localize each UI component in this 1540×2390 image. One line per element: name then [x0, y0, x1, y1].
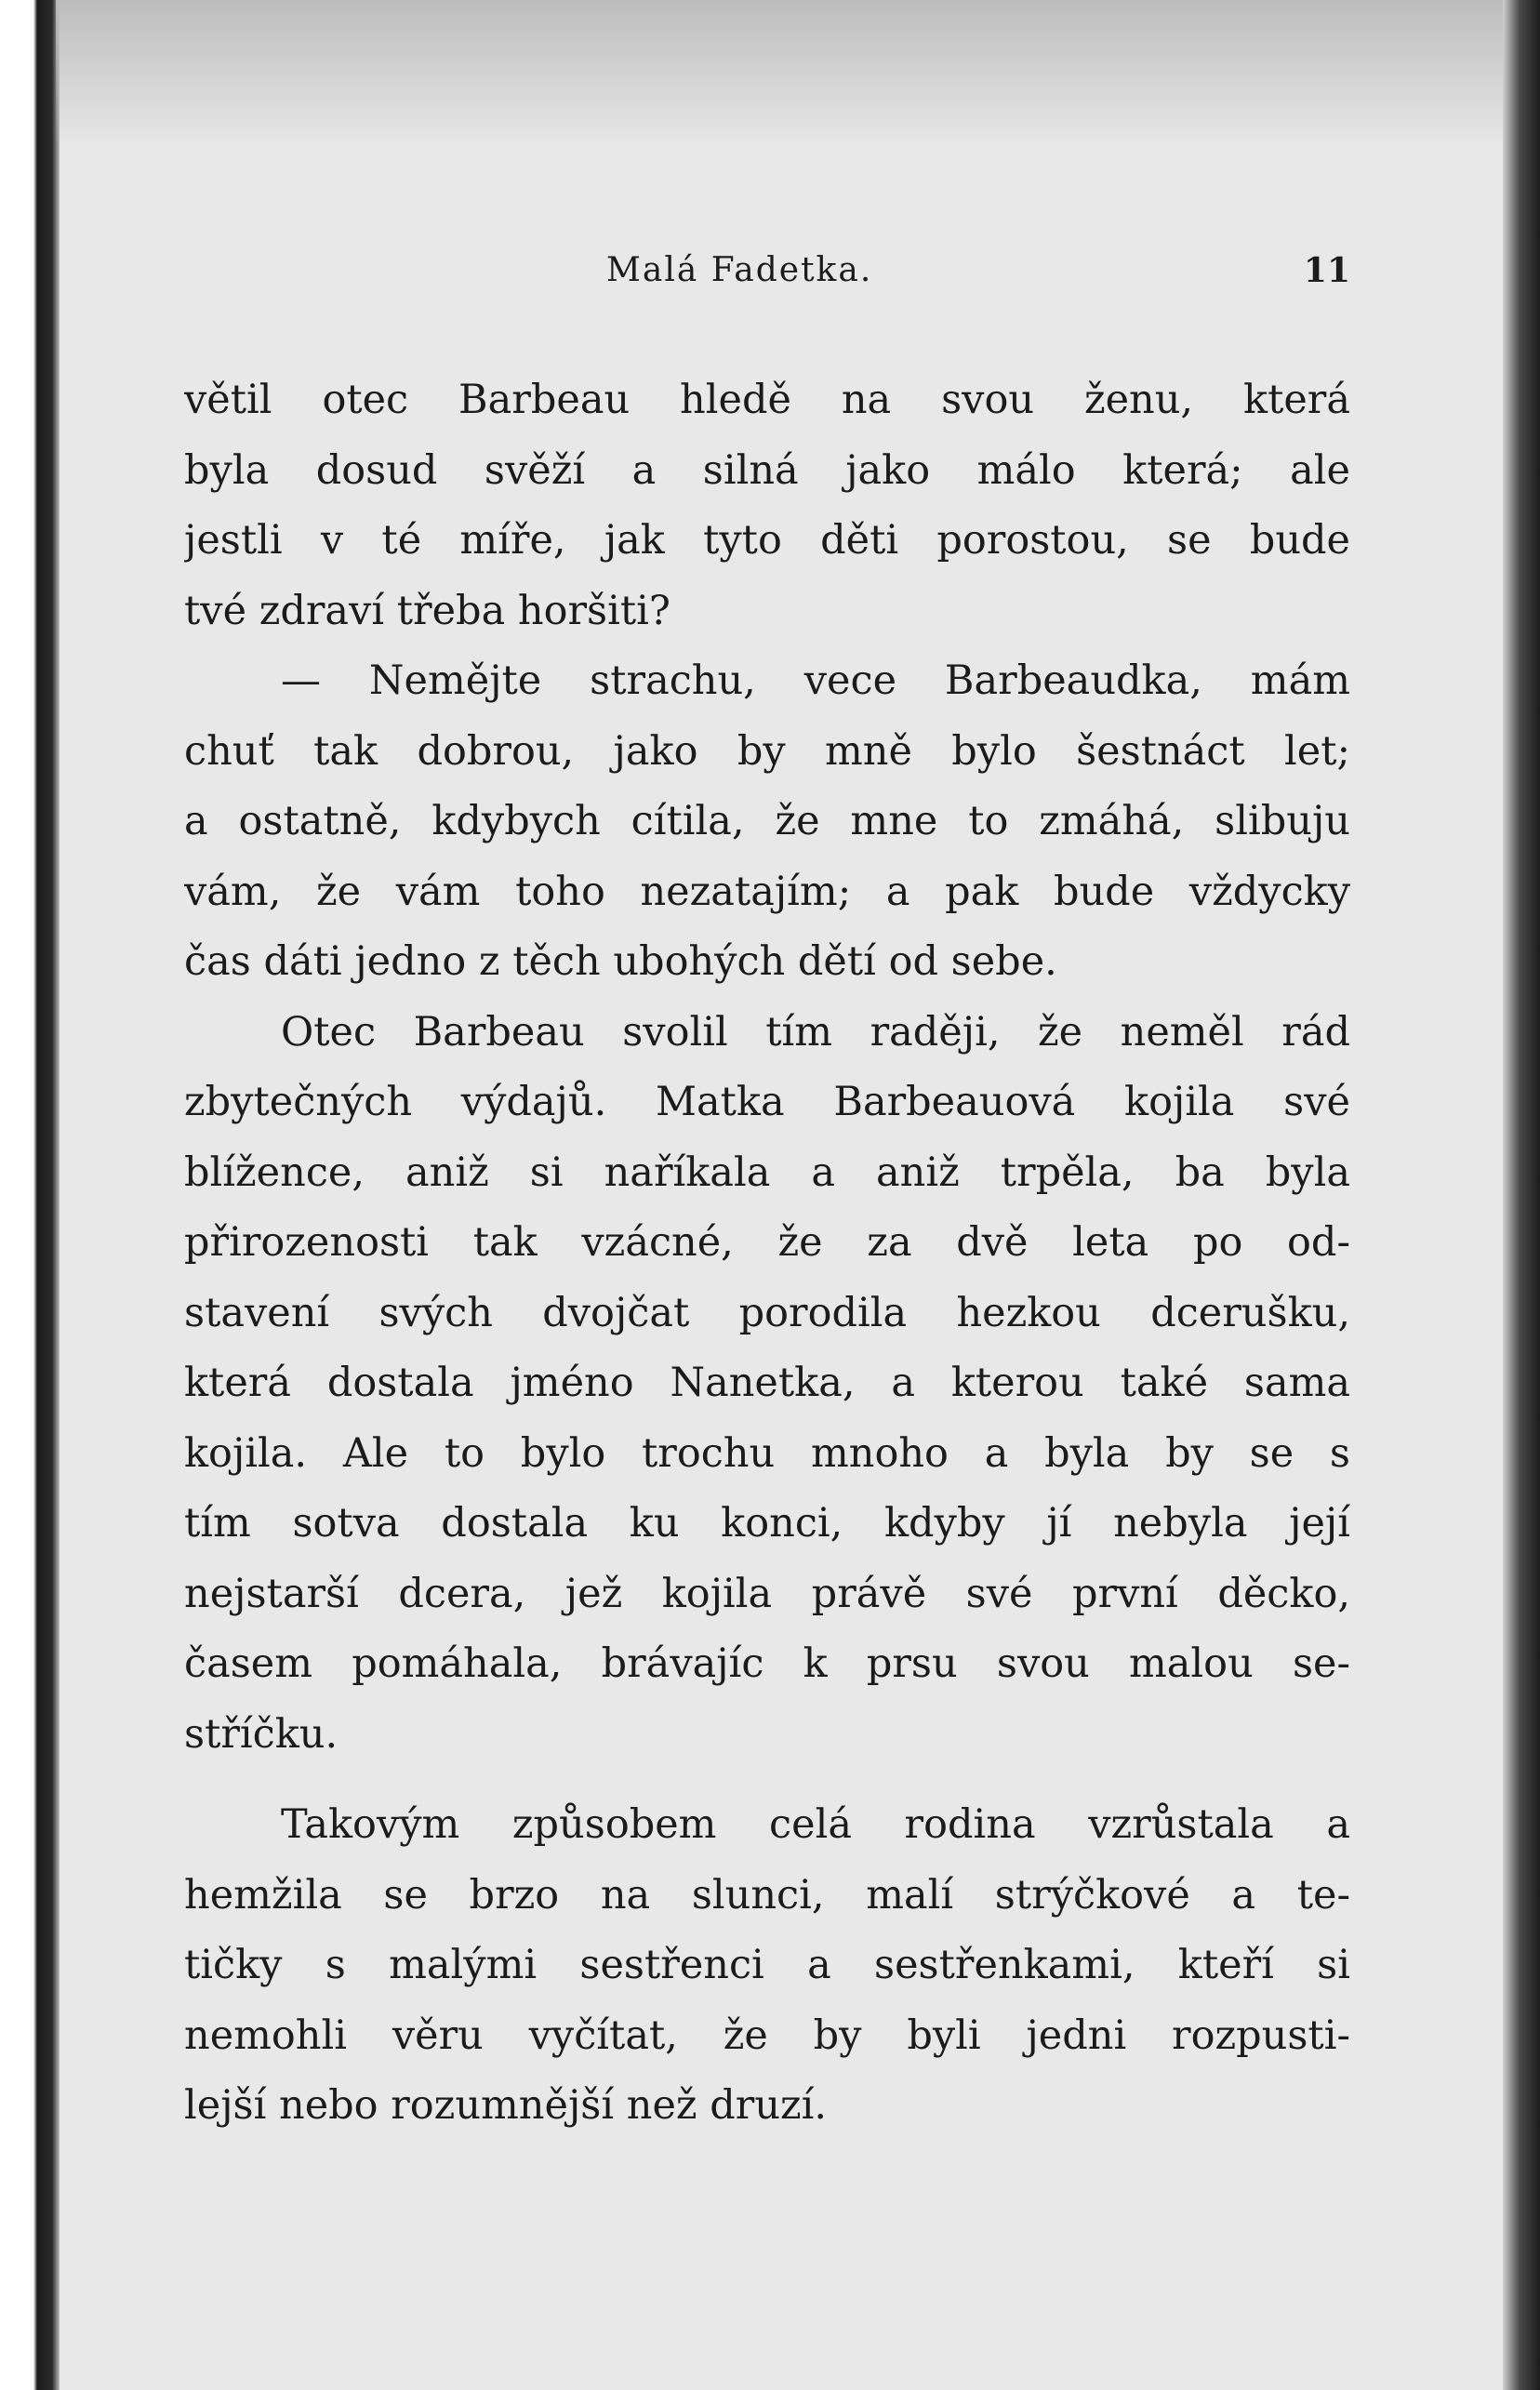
text-line: tičky s malými sestřenci a sestřenkami, kteří si	[184, 1942, 1350, 1988]
text-line: Otec Barbeau svolil tím raději, že neměl rád	[281, 1008, 1350, 1056]
text-line: nemohli věru vyčítat, že by byli jedni rozpusti-	[184, 2012, 1350, 2059]
text-line: kojila. Ale to bylo trochu mnoho a byla by se s	[184, 1429, 1350, 1477]
text-line: nejstarší dcera, jež kojila právě své první děcko,	[184, 1570, 1350, 1617]
text-line: — Nemějte strachu, vece Barbeaudka, mám	[281, 657, 1350, 704]
text-line: chuť tak dobrou, jako by mně bylo šestnáct let;	[184, 727, 1350, 775]
text-line: tím sotva dostala ku konci, kdyby jí nebyla její	[184, 1500, 1350, 1547]
running-head	[60, 251, 1503, 288]
paragraph-gap	[184, 1770, 1350, 1790]
text-line: lejší nebo rozumnější než druzí.	[184, 2082, 828, 2129]
body-text	[184, 365, 1350, 2142]
text-line: stříčku.	[184, 1710, 339, 1758]
book-page	[60, 0, 1503, 2390]
text-line: blížence, aniž si naříkala a aniž trpěla, ba byla	[184, 1149, 1350, 1196]
binding-shadow-left	[0, 0, 60, 2390]
text-line: jestli v té míře, jak tyto děti porostou, se bude	[184, 517, 1350, 564]
text-line: a ostatně, kdybych cítila, že mne to zmáhá, slibuju	[184, 798, 1350, 844]
text-line: čas dáti jedno z těch ubohých dětí od sebe.	[184, 938, 1057, 985]
text-line: Takovým způsobem celá rodina vzrůstala a	[281, 1801, 1350, 1848]
page-number: 11	[1303, 251, 1350, 290]
text-line: tvé zdraví třeba horšiti?	[184, 587, 670, 634]
text-line: byla dosud svěží a silná jako málo která; ale	[184, 446, 1350, 494]
text-line: zbytečných výdajů. Matka Barbeauová kojila své	[184, 1079, 1350, 1125]
running-title: Malá Fadetka.	[606, 251, 873, 289]
text-line: přirozenosti tak vzácné, že za dvě leta po od-	[184, 1219, 1350, 1266]
text-line: vám, že vám toho nezatajím; a pak bude vždycky	[184, 868, 1350, 915]
text-line: časem pomáhala, brávajíc k prsu svou malou se-	[184, 1640, 1350, 1687]
page-edge-shadow-right	[1503, 0, 1540, 2390]
text-line: která dostala jméno Nanetka, a kterou také sama	[184, 1360, 1350, 1406]
text-line: větil otec Barbeau hledě na svou ženu, která	[184, 377, 1350, 423]
text-line: hemžila se brzo na slunci, malí strýčkové a te-	[184, 1871, 1350, 1919]
text-line: stavení svých dvojčat porodila hezkou dcerušku,	[184, 1289, 1350, 1336]
